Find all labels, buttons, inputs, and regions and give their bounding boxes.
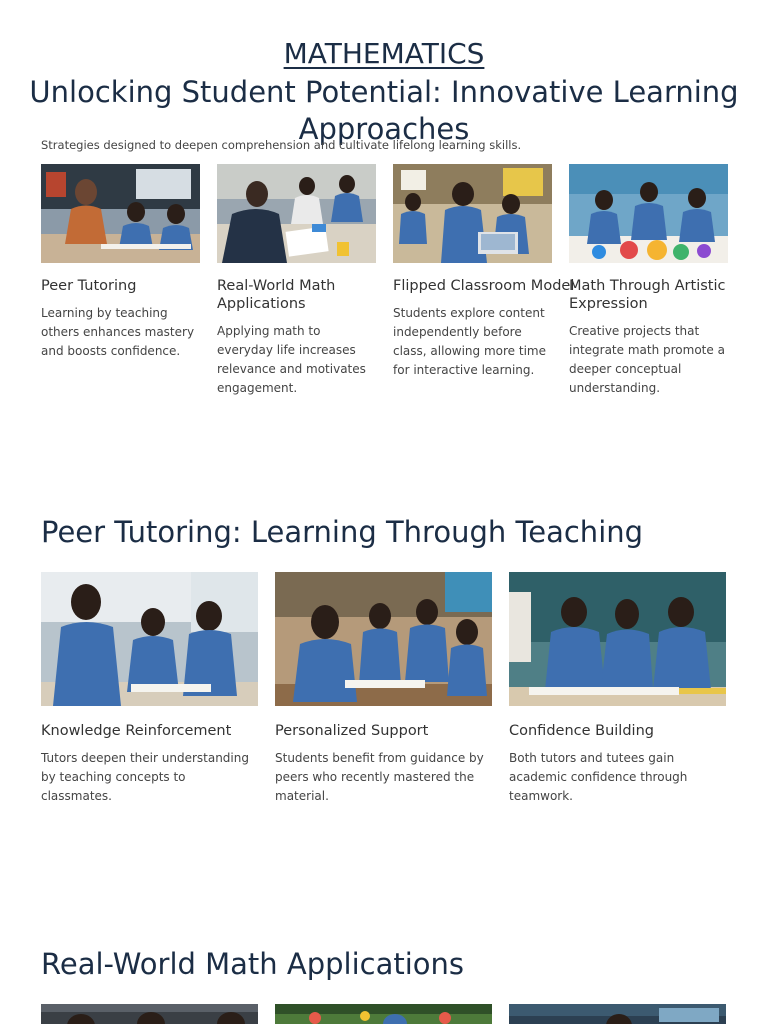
intro-card-title: Peer Tutoring bbox=[41, 278, 137, 294]
card-personalized-support[interactable] bbox=[275, 572, 492, 806]
card-description: Students benefit from guidance by peers who recently mastered the material. bbox=[275, 751, 484, 803]
card-real-world-3[interactable] bbox=[509, 1004, 726, 1024]
card-knowledge-reinforcement[interactable] bbox=[41, 572, 258, 806]
card-image bbox=[509, 572, 726, 706]
card-image bbox=[41, 572, 258, 706]
card-title: Confidence Building bbox=[509, 723, 654, 739]
hero-title: Unlocking Student Potential: Innovative Learning Approaches bbox=[29, 75, 739, 146]
intro-card-image bbox=[569, 164, 728, 263]
intro-card-image bbox=[217, 164, 376, 263]
intro-card-description: Students explore content independently before class, allowing more time for interactive learning. bbox=[393, 306, 546, 377]
card-description: Tutors deepen their understanding by teaching concepts to classmates. bbox=[41, 751, 249, 803]
card-image bbox=[275, 572, 492, 706]
card-title: Knowledge Reinforcement bbox=[41, 723, 232, 739]
card-image bbox=[41, 1004, 258, 1024]
peer-tutoring-card-row bbox=[41, 572, 727, 806]
card-description: Both tutors and tutees gain academic confidence through teamwork. bbox=[509, 751, 688, 803]
intro-card-math-art[interactable] bbox=[569, 164, 728, 398]
card-title: Personalized Support bbox=[275, 723, 429, 739]
intro-card-description: Creative projects that integrate math promote a deeper conceptual understanding. bbox=[569, 324, 725, 395]
intro-card-row bbox=[41, 164, 727, 398]
intro-card-description: Applying math to everyday life increases relevance and motivates engagement. bbox=[217, 324, 366, 395]
intro-card-peer-tutoring[interactable] bbox=[41, 164, 200, 398]
section-title-peer-tutoring: Peer Tutoring: Learning Through Teaching bbox=[41, 515, 644, 549]
intro-card-description: Learning by teaching others enhances mastery and boosts confidence. bbox=[41, 306, 195, 358]
hero-subtitle: Strategies designed to deepen comprehension and cultivate lifelong learning skills. bbox=[41, 138, 522, 152]
card-real-world-2[interactable] bbox=[275, 1004, 492, 1024]
real-world-card-row bbox=[41, 1004, 727, 1024]
intro-card-image bbox=[393, 164, 552, 263]
intro-card-image bbox=[41, 164, 200, 263]
card-image bbox=[275, 1004, 492, 1024]
intro-card-flipped-classroom[interactable] bbox=[393, 164, 575, 398]
section-title-real-world: Real-World Math Applications bbox=[41, 947, 465, 981]
intro-card-title: Math Through Artistic Expression bbox=[569, 278, 726, 312]
card-real-world-1[interactable] bbox=[41, 1004, 258, 1024]
hero-kicker-link[interactable]: MATHEMATICS bbox=[283, 37, 485, 70]
card-image bbox=[509, 1004, 726, 1024]
intro-card-title: Flipped Classroom Model bbox=[393, 278, 575, 294]
intro-card-title: Real-World Math Applications bbox=[217, 278, 336, 312]
intro-card-real-world-math[interactable] bbox=[217, 164, 376, 398]
card-confidence-building[interactable] bbox=[509, 572, 726, 806]
